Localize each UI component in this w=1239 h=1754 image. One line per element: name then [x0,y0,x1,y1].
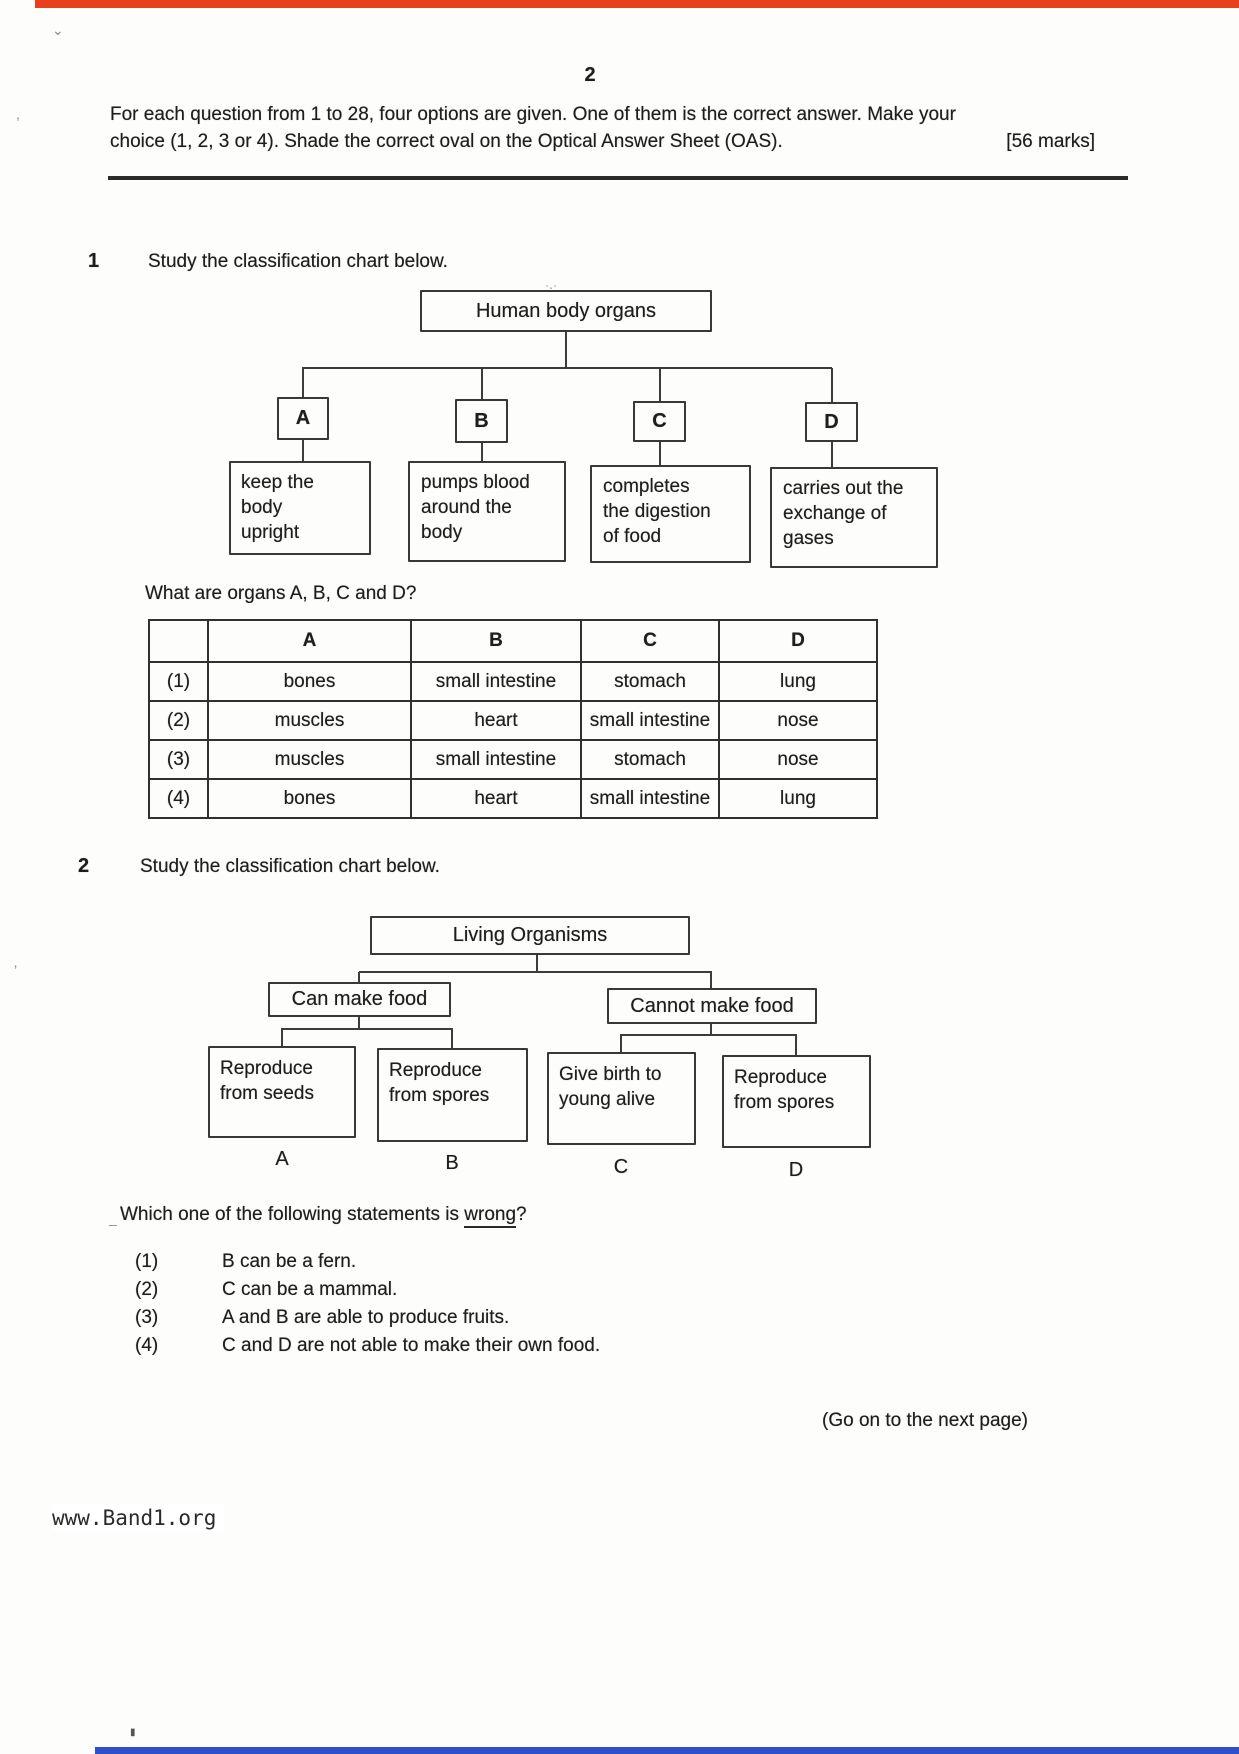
table-cell: small intestine [581,779,719,818]
table-cell: small intestine [411,662,581,701]
connector-line [565,332,567,368]
option-number: (3) [135,1307,159,1328]
q2-letter-a: A [275,1148,289,1170]
scan-artifact: ’ [14,962,18,978]
option-text: C can be a mammal. [222,1279,398,1300]
option-text: C and D are not able to make their own food. [222,1335,601,1356]
option-row [135,1304,600,1332]
table-cell: stomach [581,662,719,701]
top-accent-bar [35,0,1239,8]
option-row [135,1248,600,1276]
option-number-cell: (1) [149,662,208,701]
instructions-line1: For each question from 1 to 28, four options are given. One of them is the correct answer. Make your [110,104,956,125]
page-number: 2 [584,64,596,86]
option-number: (2) [135,1279,159,1300]
q2-question-suffix: ? [516,1204,527,1225]
scan-artifact: ·․· [545,278,558,292]
option-text: A and B are able to produce fruits. [222,1307,510,1328]
table-cell: heart [411,701,581,740]
table-cell: nose [719,701,877,740]
q1-branch-a-box: A [277,397,329,440]
marks-label: [56 marks] [1006,131,1095,152]
table-cell: muscles [208,740,411,779]
q2-group-can-box: Can make food [268,982,451,1017]
table-header-d: D [719,620,877,662]
connector-line [451,1029,453,1048]
connector-line [281,1029,283,1046]
q2-leaf-b-box: Reproduce from spores [377,1048,528,1142]
connector-line [659,368,661,402]
table-row [149,779,877,818]
q1-desc-c-box: completes the digestion of food [590,465,751,563]
q1-question: What are organs A, B, C and D? [145,583,417,604]
connector-line [481,443,483,461]
connector-line [831,368,833,403]
bottom-accent-bar [95,1747,1239,1754]
table-cell: bones [208,779,411,818]
option-row [135,1332,600,1360]
q1-prompt: Study the classification chart below. [148,251,448,272]
table-header-c: C [581,620,719,662]
q1-desc-b-box: pumps blood around the body [408,461,566,562]
connector-line [620,1034,797,1036]
table-cell: lung [719,779,877,818]
connector-line [659,442,661,465]
q2-group-cannot-box: Cannot make food [607,988,817,1024]
q1-options-table [148,619,878,819]
q1-branch-c-box: C [633,401,686,442]
scan-artifact: ▮ [130,1727,136,1738]
table-cell: muscles [208,701,411,740]
q2-leaf-d-box: Reproduce from spores [722,1055,871,1148]
table-row [149,662,877,701]
connector-line [536,955,538,972]
instructions-line2: choice (1, 2, 3 or 4). Shade the correct oval on the Optical Answer Sheet (OAS). [110,131,783,152]
q2-leaf-a-box: Reproduce from seeds [208,1046,356,1138]
q1-number: 1 [88,250,100,272]
watermark: www.Band1.org [52,1504,224,1532]
connector-line [302,440,304,461]
option-number-cell: (3) [149,740,208,779]
connector-line [359,971,712,973]
table-cell: small intestine [581,701,719,740]
scan-artifact: _ [109,1210,117,1226]
header-rule [108,176,1128,180]
q2-question-emphasis: wrong [464,1204,516,1228]
option-number: (4) [135,1335,159,1356]
option-number: (1) [135,1251,159,1272]
table-cell: small intestine [411,740,581,779]
q2-letter-c: C [613,1156,629,1178]
option-text: B can be a fern. [222,1251,357,1272]
table-row [149,701,877,740]
table-cell: heart [411,779,581,818]
connector-line [302,368,304,398]
q2-options-list [135,1248,600,1360]
q1-desc-d-box: carries out the exchange of gases [770,467,938,568]
q2-letter-b: B [445,1152,459,1174]
next-page-note: (Go on to the next page) [822,1410,1028,1431]
table-header-a: A [208,620,411,662]
table-cell: stomach [581,740,719,779]
table-cell: bones [208,662,411,701]
option-row [135,1276,600,1304]
option-number-cell: (4) [149,779,208,818]
table-cell: lung [719,662,877,701]
table-header-row [149,620,877,662]
connector-line [481,368,483,400]
q2-question-prefix: Which one of the following statements is [120,1204,465,1225]
connector-line [620,1035,622,1052]
connector-line [302,367,832,369]
q2-letter-d: D [788,1159,804,1181]
q1-chart-root-box: Human body organs [420,290,712,332]
connector-line [281,1028,453,1030]
connector-line [795,1035,797,1055]
table-row [149,740,877,779]
q1-branch-d-box: D [805,402,858,442]
table-header-b: B [411,620,581,662]
q1-branch-b-box: B [455,399,508,443]
table-header-blank [149,620,208,662]
q2-question [120,1204,527,1226]
q2-prompt: Study the classification chart below. [140,856,440,877]
scan-artifact: , [16,106,20,122]
connector-line [710,972,712,988]
connector-line [831,442,833,467]
q2-number: 2 [78,855,90,877]
instructions [110,101,1095,155]
connector-line [358,972,360,982]
option-number-cell: (2) [149,701,208,740]
scan-artifact: ⌄ [52,22,64,38]
q2-leaf-c-box: Give birth to young alive [547,1052,696,1145]
q2-chart-root-box: Living Organisms [370,916,690,955]
q1-desc-a-box: keep the body upright [229,461,371,555]
table-cell: nose [719,740,877,779]
